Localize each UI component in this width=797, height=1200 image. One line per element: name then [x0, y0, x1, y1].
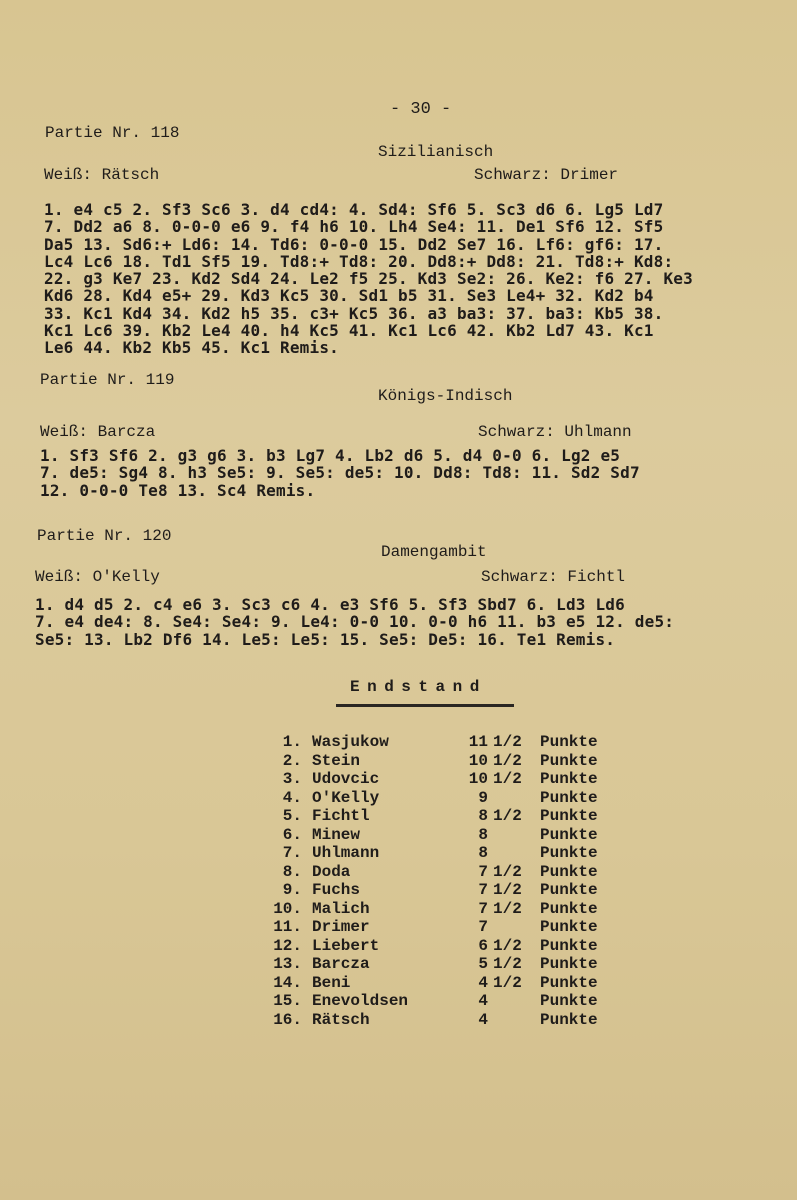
game-119-black: Schwarz: Uhlmann — [478, 423, 632, 441]
standings-row — [0, 955, 797, 973]
standing-name: Wasjukow — [312, 733, 389, 751]
standing-rank: 3. — [282, 770, 302, 788]
standing-rank: 16. — [273, 1010, 302, 1029]
standings-row — [0, 752, 797, 770]
standing-fraction: 1/2 — [493, 955, 522, 973]
standing-unit: Punkte — [540, 918, 598, 936]
standing-name: Uhlmann — [312, 844, 380, 862]
game-120-white: Weiß: O'Kelly — [35, 568, 160, 586]
game-119-players — [0, 423, 797, 445]
standing-name: Udovcic — [312, 770, 380, 788]
standing-rank: 15. — [273, 992, 302, 1010]
standing-score: 7 — [478, 899, 488, 918]
standing-name: Liebert — [312, 936, 380, 955]
game-119-header — [0, 371, 797, 405]
game-118-header — [0, 124, 797, 161]
standing-name: Malich — [312, 899, 370, 918]
standing-fraction: 1/2 — [493, 881, 522, 899]
standing-fraction: 1/2 — [493, 733, 522, 751]
standing-unit: Punkte — [540, 751, 598, 770]
standing-name: Minew — [312, 825, 361, 844]
standing-unit: Punkte — [540, 733, 598, 751]
standings-row — [0, 974, 797, 992]
standings-row — [0, 826, 797, 844]
game-120-opening: Damengambit — [381, 543, 487, 561]
standing-fraction: 1/2 — [493, 899, 522, 918]
page-number: - 30 - — [390, 100, 452, 119]
game-120-moves: 1. d4 d5 2. c4 e6 3. Sc3 c6 4. e3 Sf6 5. Sf3 Sbd7 6. Ld3 Ld6 7. e4 de4: 8. Se4: Se4: 9. Le4: 0-0 10. 0-0 h6 11. b3 e5 12. de5: Se5: 13. Lb2 Df6 14. Le5: Le5: 15. Se5: De5: 16. Te1 Remis. — [35, 595, 675, 649]
standings-underline — [336, 704, 514, 707]
standing-unit: Punkte — [540, 807, 598, 825]
standings-row — [0, 789, 797, 807]
standing-unit: Punkte — [540, 899, 598, 918]
standing-unit: Punkte — [540, 862, 598, 881]
game-120-players — [0, 568, 797, 590]
standing-name: Stein — [312, 751, 361, 770]
standing-name: Fichtl — [312, 807, 370, 825]
game-119-title: Partie Nr. 119 — [40, 371, 175, 389]
standing-score: 10 — [468, 751, 488, 770]
standing-score: 8 — [478, 825, 488, 844]
standing-rank: 1. — [282, 733, 302, 751]
game-120-header — [0, 527, 797, 561]
game-119-opening: Königs-Indisch — [378, 387, 513, 405]
standings-row — [0, 733, 797, 751]
standing-fraction: 1/2 — [493, 973, 522, 992]
standing-rank: 7. — [282, 844, 302, 862]
standings-row — [0, 807, 797, 825]
standing-unit: Punkte — [540, 825, 598, 844]
standing-name: Doda — [312, 862, 351, 881]
standing-rank: 10. — [273, 899, 302, 918]
standings-row — [0, 918, 797, 936]
standing-fraction: 1/2 — [493, 770, 522, 788]
standing-score: 4 — [478, 1010, 488, 1029]
standing-name: Barcza — [312, 955, 370, 973]
game-120-title: Partie Nr. 120 — [37, 527, 172, 545]
standing-rank: 12. — [273, 936, 302, 955]
standing-unit: Punkte — [540, 788, 598, 807]
standing-score: 8 — [478, 844, 488, 862]
standings-row — [0, 863, 797, 881]
standing-fraction: 1/2 — [493, 936, 522, 955]
standings-row — [0, 770, 797, 788]
standing-rank: 14. — [273, 973, 302, 992]
standing-name: Beni — [312, 973, 351, 992]
standing-name: Drimer — [312, 918, 370, 936]
standing-score: 8 — [478, 807, 488, 825]
game-118-opening: Sizilianisch — [378, 143, 494, 161]
standing-score: 4 — [478, 992, 488, 1010]
standing-rank: 8. — [282, 862, 302, 881]
standing-score: 7 — [478, 881, 488, 899]
standing-score: 7 — [478, 918, 488, 936]
standing-rank: 11. — [273, 918, 302, 936]
standing-rank: 6. — [282, 825, 302, 844]
standing-unit: Punkte — [540, 992, 598, 1010]
standing-name: Enevoldsen — [312, 992, 409, 1010]
game-119-moves: 1. Sf3 Sf6 2. g3 g6 3. b3 Lg7 4. Lb2 d6 5. d4 0-0 6. Lg2 e5 7. de5: Sg4 8. h3 Se5: 9. Se5: de5: 10. Dd8: Td8: 11. Sd2 Sd7 12. 0-0-0 Te8 13. Sc4 Remis. — [40, 446, 640, 500]
standing-rank: 4. — [282, 788, 302, 807]
standing-unit: Punkte — [540, 1010, 598, 1029]
standing-score: 7 — [478, 862, 488, 881]
game-118-white: Weiß: Rätsch — [44, 166, 160, 184]
standing-rank: 2. — [282, 751, 302, 770]
standing-name: Rätsch — [312, 1010, 370, 1029]
standing-name: Fuchs — [312, 881, 361, 899]
standing-unit: Punkte — [540, 936, 598, 955]
standing-rank: 9. — [282, 881, 302, 899]
standing-fraction: 1/2 — [493, 751, 522, 770]
standing-fraction: 1/2 — [493, 862, 522, 881]
standing-score: 4 — [478, 973, 488, 992]
standing-rank: 5. — [282, 807, 302, 825]
game-118-moves: 1. e4 c5 2. Sf3 Sc6 3. d4 cd4: 4. Sd4: Sf6 5. Sc3 d6 6. Lg5 Ld7 7. Dd2 a6 8. 0-0-0 e6 9. f4 h6 10. Lh4 Se4: 11. De1 Sf6 12. Sf5 Da5 13. Sd6:+ Ld6: 14. Td6: 0-0-0 15. Dd2 Se7 16. Lf6: gf6: 17. Lc4 Lc6 18. Td1 Sf5 19. Td8:+ Td8: 20. Dd8:+ Dd8: 21. Td8:+ Kd8: 22. g3 Ke7 23. Kd2 Sd4 24. Le2 f5 25. Kd3 Se2: 26. Ke2: f6 27. Ke3 Kd6 28. Kd4 e5+ 29. Kd3 Kc5 30. Sd1 b5 31. Se3 Le4+ 32. Kd2 b4 33. Kc1 Kd4 34. Kd2 h5 35. c3+ Kc5 36. a3 ba3: 37. ba3: Kb5 38. Kc1 Lc6 39. Kb2 Le4 40. h4 Kc5 41. Kc1 Lc6 42. Kb2 Ld7 43. Kc1 Le6 44. Kb2 Kb5 45. Kc1 Remis. — [44, 200, 693, 358]
game-118-players — [0, 166, 797, 188]
standing-unit: Punkte — [540, 844, 598, 862]
standing-unit: Punkte — [540, 955, 598, 973]
standings-row — [0, 937, 797, 955]
standing-score: 6 — [478, 936, 488, 955]
standing-name: O'Kelly — [312, 788, 380, 807]
game-120-black: Schwarz: Fichtl — [481, 568, 626, 586]
standings-title: Endstand — [350, 678, 487, 696]
standings-row — [0, 900, 797, 918]
game-118-black: Schwarz: Drimer — [474, 166, 619, 184]
standing-score: 5 — [478, 955, 488, 973]
standing-unit: Punkte — [540, 881, 598, 899]
standings-row — [0, 992, 797, 1010]
standing-score: 11 — [468, 733, 488, 751]
game-119-white: Weiß: Barcza — [40, 423, 156, 441]
standings-row — [0, 844, 797, 862]
standing-fraction: 1/2 — [493, 807, 522, 825]
standings-row — [0, 1011, 797, 1029]
standing-rank: 13. — [273, 955, 302, 973]
standing-unit: Punkte — [540, 973, 598, 992]
game-118-title: Partie Nr. 118 — [45, 124, 180, 142]
standing-score: 10 — [468, 770, 488, 788]
standing-unit: Punkte — [540, 770, 598, 788]
standing-score: 9 — [478, 788, 488, 807]
standings-row — [0, 881, 797, 899]
